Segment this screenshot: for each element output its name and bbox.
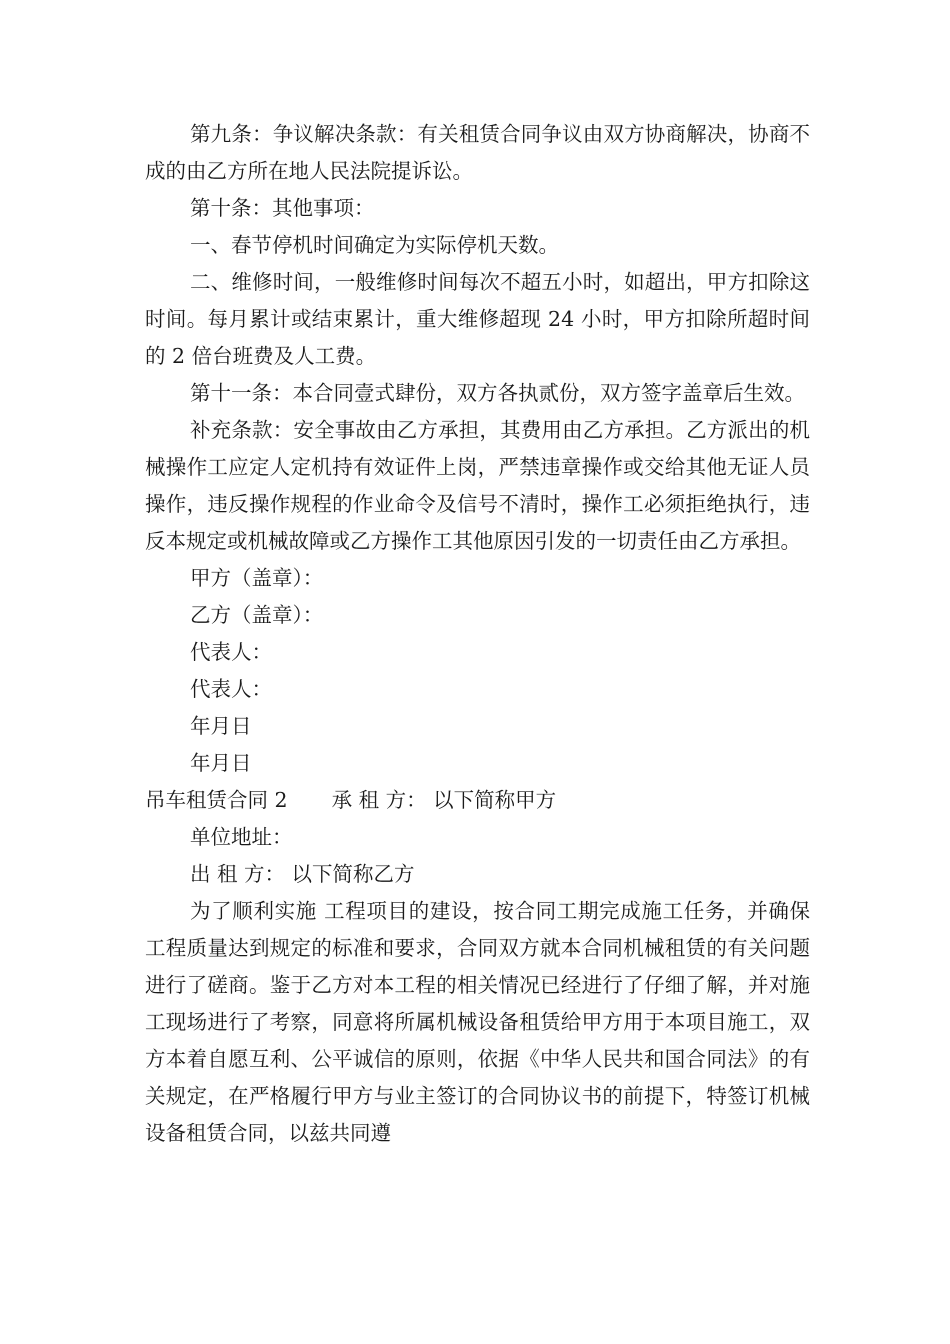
clause-10-item-2: 二、维修时间，一般维修时间每次不超五小时，如超出，甲方扣除这时间。每月累计或结束累计，重大维修超现 24 小时，甲方扣除所超时间的 2 倍台班费及人工费。 <box>145 270 810 368</box>
party-b-seal-line: 乙方（盖章）： <box>190 603 324 627</box>
clause-10-item-1: 一、春节停机时间确定为实际停机天数。 <box>190 233 559 257</box>
supplementary-clause: 补充条款：安全事故由乙方承担，其费用由乙方承担。乙方派出的机械操作工应定人定机持有效证件上岗，严禁违章操作或交给其他无证人员操作，违反操作规程的作业命令及信号不清时，操作工必须拒绝执行，违反本规定或机械故障或乙方操作工其他原因引发的一切责任由乙方承担。 <box>145 418 810 553</box>
lessor-line: 出 租 方： 以下简称乙方 <box>190 862 415 886</box>
preamble-paragraph: 为了顺利实施 工程项目的建设，按合同工期完成施工任务，并确保工程质量达到规定的标准和要求，合同双方就本合同机械租赁的有关问题进行了磋商。鉴于乙方对本工程的相关情况已经进行了仔细了解，并对施工现场进行了考察，同意将所属机械设备租赁给甲方用于本项目施工，双方本着自愿互利、公平诚信的原则，依据《中华人民共和国合同法》的有关规定，在严格履行甲方与业主签订的合同协议书的前提下，特签订机械设备租赁合同，以兹共同遵 <box>145 899 810 1145</box>
representative-line-1: 代表人： <box>190 640 272 664</box>
date-line-2: 年月日 <box>190 751 252 775</box>
address-line: 单位地址： <box>190 825 293 849</box>
clause-11-paragraph: 第十一条：本合同壹式肆份，双方各执贰份，双方签字盖章后生效。 <box>190 381 805 405</box>
document-body <box>145 116 810 1152</box>
second-contract-title-line <box>145 782 810 819</box>
party-a-seal-line: 甲方（盖章）： <box>190 566 324 590</box>
lessee-line: 承 租 方： 以下简称甲方 <box>331 788 557 812</box>
clause-10-heading: 第十条：其他事项： <box>190 196 375 220</box>
date-line-1: 年月日 <box>190 714 252 738</box>
clause-9-paragraph: 第九条：争议解决条款：有关租赁合同争议由双方协商解决，协商不成的由乙方所在地人民法院提诉讼。 <box>145 122 810 183</box>
second-contract-title: 吊车租赁合同 2 <box>145 788 288 812</box>
representative-line-2: 代表人： <box>190 677 272 701</box>
